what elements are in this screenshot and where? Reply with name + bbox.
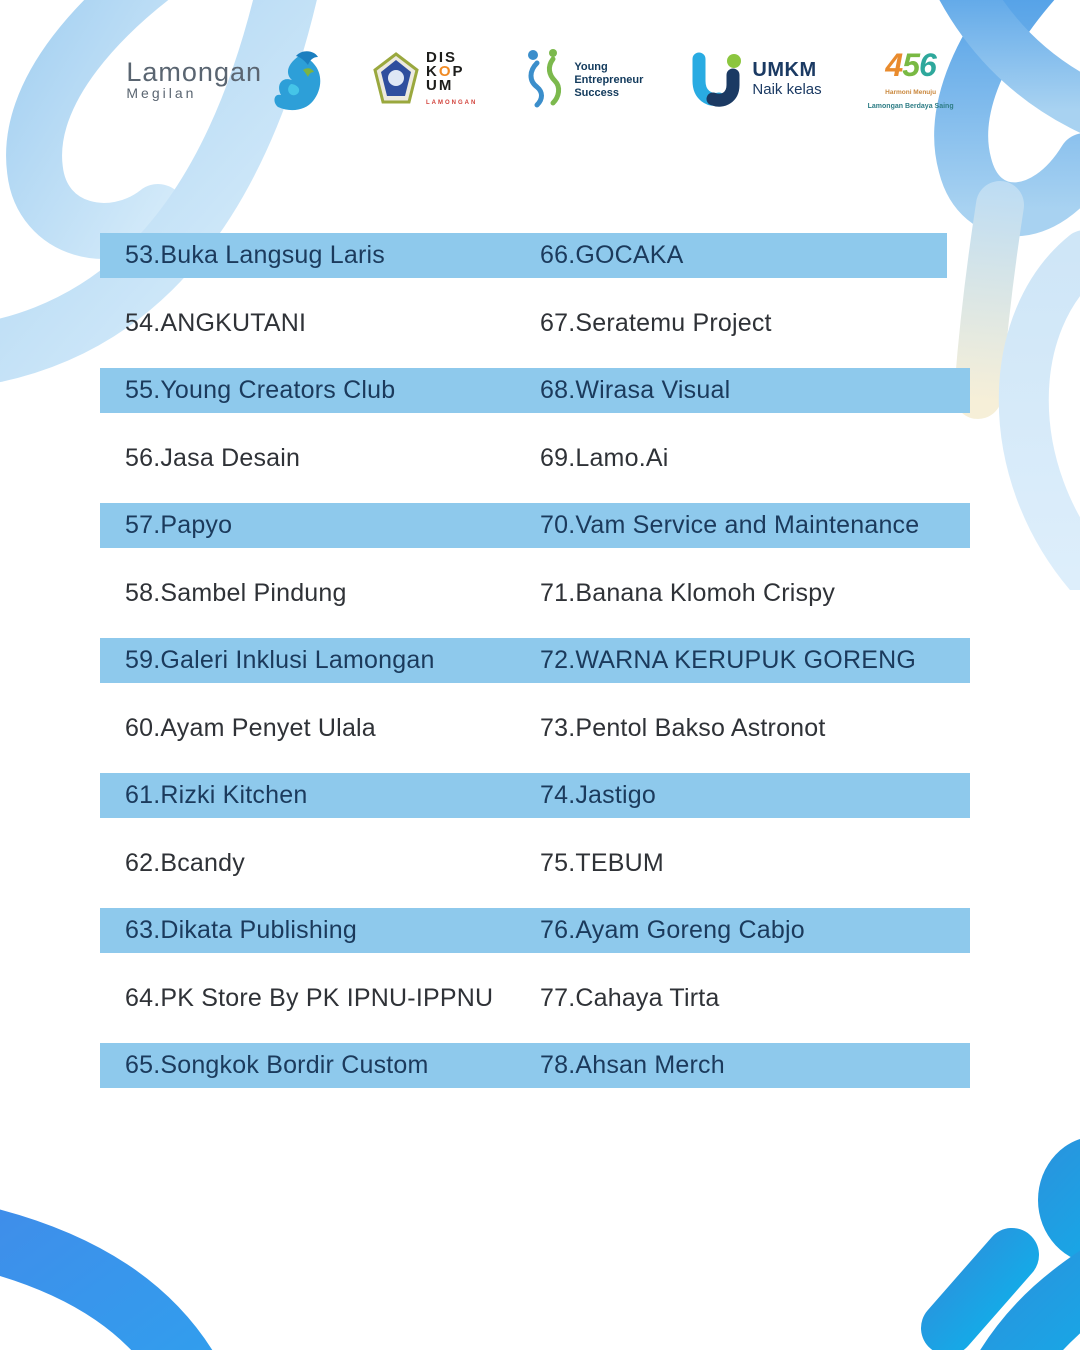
- list-item-right: 66.GOCAKA: [540, 241, 684, 269]
- umkm-subtitle: Naik kelas: [752, 81, 822, 98]
- list-item-right: 72.WARNA KERUPUK GORENG: [540, 646, 916, 674]
- lamongan-wave-icon: [269, 48, 327, 112]
- list-item-left: 57.Papyo: [125, 511, 233, 539]
- diskopum-line1: DIS: [426, 48, 458, 66]
- anniversary-caption-1: Harmoni Menuju: [885, 89, 937, 96]
- decor-arc-bottom-left-icon: [0, 1140, 320, 1350]
- list-item-right: 73.Pentol Bakso Astronot: [540, 713, 826, 742]
- anniversary-digit-1: 4: [885, 47, 903, 83]
- list-row: [100, 818, 970, 908]
- anniversary-caption-2: Lamongan Berdaya Saing: [867, 103, 954, 110]
- list-row: [100, 233, 947, 278]
- yes-line3: Success: [574, 86, 619, 99]
- diskopum-k: K: [426, 62, 439, 80]
- list-item-right: 70.Vam Service and Maintenance: [540, 511, 920, 539]
- list-row: [100, 1043, 970, 1088]
- list-item-left: 59.Galeri Inklusi Lamongan: [125, 646, 435, 674]
- list-row: [100, 683, 970, 773]
- umkm-u-icon: [689, 51, 745, 109]
- list-item-right: 74.Jastigo: [540, 781, 656, 809]
- list-item-right: 78.Ahsan Merch: [540, 1051, 725, 1079]
- list-item-left: 63.Dikata Publishing: [125, 916, 357, 944]
- list-row: [100, 548, 970, 638]
- yes-line2: Entrepreneur: [574, 73, 644, 86]
- yes-line1: Young: [574, 60, 608, 73]
- list-row: [100, 908, 970, 953]
- logo-strip: [0, 40, 1080, 120]
- list-item-left: 61.Rizki Kitchen: [125, 781, 308, 809]
- list-item-right: 76.Ayam Goreng Cabjo: [540, 916, 805, 944]
- umkm-wordmark: [752, 60, 821, 100]
- list-item-right: 75.TEBUM: [540, 848, 664, 877]
- diskopum-crest-icon: [373, 52, 419, 108]
- diskopum-wordmark: [426, 48, 478, 110]
- list-row: [100, 368, 970, 413]
- diskopum-subtitle: LAMONGAN: [426, 99, 478, 106]
- yes-wordmark: [574, 61, 643, 100]
- list-item-right: 71.Banana Klomoh Crispy: [540, 578, 836, 607]
- umkm-list: [100, 233, 970, 1088]
- umkm-title: UMKM: [752, 59, 817, 81]
- list-item-left: 60.Ayam Penyet Ulala: [125, 713, 376, 742]
- list-item-right: 69.Lamo.Ai: [540, 443, 669, 472]
- anniversary-number: [885, 47, 936, 83]
- list-row: [100, 503, 970, 548]
- logo-young-entrepreneur-success: [523, 47, 643, 113]
- list-item-left: 54.ANGKUTANI: [125, 308, 307, 337]
- list-row: [100, 278, 970, 368]
- list-item-right: 68.Wirasa Visual: [540, 376, 731, 404]
- lamongan-wordmark: [126, 59, 262, 101]
- logo-lamongan-anniversary: [867, 47, 954, 110]
- list-item-left: 65.Songkok Bordir Custom: [125, 1051, 429, 1079]
- list-item-left: 55.Young Creators Club: [125, 376, 396, 404]
- decor-swirl-bottom-right-icon: [900, 1120, 1080, 1350]
- logo-lamongan-megilan: [126, 48, 327, 112]
- list-item-right: 77.Cahaya Tirta: [540, 983, 720, 1012]
- yes-figures-icon: [523, 47, 567, 113]
- list-item-left: 62.Bcandy: [125, 848, 245, 877]
- list-item-left: 56.Jasa Desain: [125, 443, 301, 472]
- logo-umkm-naik-kelas: [689, 51, 821, 109]
- lamongan-title: Lamongan: [126, 57, 262, 87]
- anniversary-digit-3: 6: [919, 47, 936, 83]
- diskopum-o: O: [438, 62, 453, 80]
- list-item-left: 64.PK Store By PK IPNU-IPPNU: [125, 983, 494, 1012]
- list-row: [100, 953, 970, 1043]
- list-row: [100, 638, 970, 683]
- anniversary-digit-2: 5: [902, 47, 919, 83]
- logo-diskopum: [373, 48, 478, 110]
- list-item-right: 67.Seratemu Project: [540, 308, 772, 337]
- lamongan-subtitle: Megilan: [126, 85, 197, 101]
- list-item-left: 58.Sambel Pindung: [125, 578, 347, 607]
- diskopum-line3: UM: [426, 76, 454, 94]
- list-item-left: 53.Buka Langsug Laris: [125, 241, 385, 269]
- list-row: [100, 773, 970, 818]
- diskopum-p: P: [452, 62, 465, 80]
- list-row: [100, 413, 970, 503]
